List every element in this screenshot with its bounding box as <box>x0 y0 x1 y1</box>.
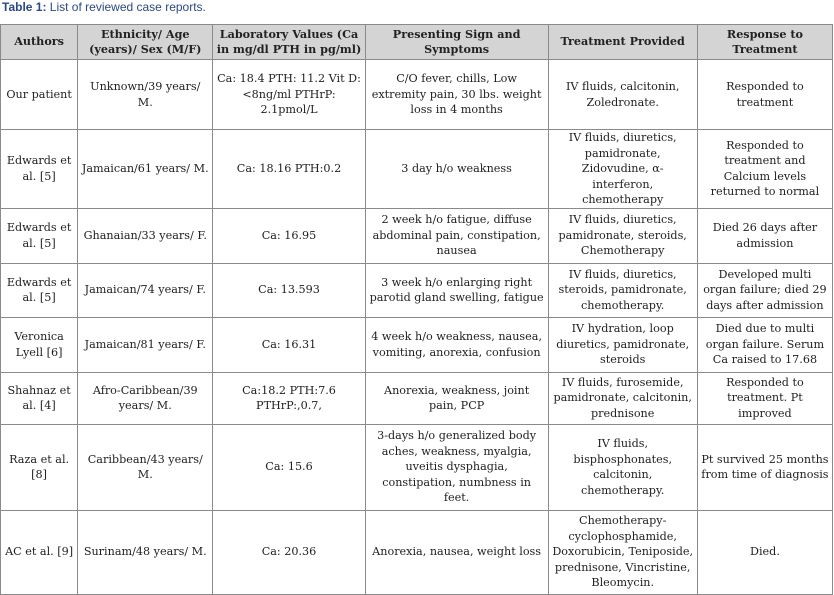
header-signs-symptoms: Presenting Sign and Symptoms <box>365 25 548 60</box>
cell-treatment: IV fluids, diuretics, pamidronate, Zidovudine, α-interferon, chemotherapy <box>548 130 697 209</box>
table-row <box>1 424 833 510</box>
cell-authors: Edwards et al. [5] <box>1 263 78 317</box>
cell-response: Responded to treatment. Pt improved <box>697 372 832 424</box>
cell-signs-symptoms: C/O fever, chills, Low extremity pain, 30 lbs. weight loss in 4 months <box>365 60 548 130</box>
cell-ethnicity: Jamaican/81 years/ F. <box>78 317 213 372</box>
cell-response: Pt survived 25 months from time of diagnosis <box>697 424 832 510</box>
table-row <box>1 60 833 130</box>
cell-response: Died 26 days after admission <box>697 208 832 263</box>
header-treatment: Treatment Provided <box>548 25 697 60</box>
cell-treatment: Chemotherapy- cyclophosphamide, Doxorubicin, Teniposide, prednisone, Vincristine, Bleomycin. <box>548 510 697 594</box>
cell-response: Died due to multi organ failure. Serum Ca raised to 17.68 <box>697 317 832 372</box>
table-row <box>1 263 833 317</box>
table-row <box>1 130 833 209</box>
cell-lab-values: Ca: 16.95 <box>213 208 365 263</box>
cell-lab-values: Ca: 13.593 <box>213 263 365 317</box>
cell-treatment: IV fluids, diuretics, steroids, pamidronate, chemotherapy. <box>548 263 697 317</box>
cell-lab-values: Ca: 16.31 <box>213 317 365 372</box>
cell-signs-symptoms: 2 week h/o fatigue, diffuse abdominal pain, constipation, nausea <box>365 208 548 263</box>
cell-authors: Edwards et al. [5] <box>1 208 78 263</box>
table-caption-label: Table 1: <box>2 0 47 14</box>
table-caption-text: List of reviewed case reports. <box>46 0 206 14</box>
cell-treatment: IV fluids, diuretics, pamidronate, steroids, Chemotherapy <box>548 208 697 263</box>
cell-ethnicity: Caribbean/43 years/ M. <box>78 424 213 510</box>
cell-ethnicity: Unknown/39 years/ M. <box>78 60 213 130</box>
header-response: Response to Treatment <box>697 25 832 60</box>
cell-lab-values: Ca: 15.6 <box>213 424 365 510</box>
cell-authors: Raza et al. [8] <box>1 424 78 510</box>
header-authors: Authors <box>1 25 78 60</box>
table-row <box>1 317 833 372</box>
cell-response: Responded to treatment and Calcium levels returned to normal <box>697 130 832 209</box>
table-row <box>1 510 833 594</box>
cell-authors: Shahnaz et al. [4] <box>1 372 78 424</box>
cell-ethnicity: Afro-Caribbean/39 years/ M. <box>78 372 213 424</box>
cell-treatment: IV hydration, loop diuretics, pamidronate, steroids <box>548 317 697 372</box>
cell-treatment: IV fluids, calcitonin, Zoledronate. <box>548 60 697 130</box>
cell-ethnicity: Surinam/48 years/ M. <box>78 510 213 594</box>
table-header-row <box>1 25 833 60</box>
cell-signs-symptoms: 4 week h/o weakness, nausea, vomiting, anorexia, confusion <box>365 317 548 372</box>
cell-authors: Edwards et al. [5] <box>1 130 78 209</box>
cell-ethnicity: Ghanaian/33 years/ F. <box>78 208 213 263</box>
cell-ethnicity: Jamaican/74 years/ F. <box>78 263 213 317</box>
cell-signs-symptoms: 3-days h/o generalized body aches, weakness, myalgia, uveitis dysphagia, constipation, numbness in feet. <box>365 424 548 510</box>
cell-authors: AC et al. [9] <box>1 510 78 594</box>
cell-signs-symptoms: 3 week h/o enlarging right parotid gland swelling, fatigue <box>365 263 548 317</box>
cell-signs-symptoms: Anorexia, nausea, weight loss <box>365 510 548 594</box>
cell-lab-values: Ca: 18.16 PTH:0.2 <box>213 130 365 209</box>
header-lab-values: Laboratory Values (Ca in mg/dl PTH in pg/ml) <box>213 25 365 60</box>
cell-ethnicity: Jamaican/61 years/ M. <box>78 130 213 209</box>
cell-treatment: IV fluids, furosemide, pamidronate, calcitonin, prednisone <box>548 372 697 424</box>
cell-signs-symptoms: 3 day h/o weakness <box>365 130 548 209</box>
cell-response: Died. <box>697 510 832 594</box>
case-reports-table <box>0 24 833 595</box>
cell-signs-symptoms: Anorexia, weakness, joint pain, PCP <box>365 372 548 424</box>
cell-lab-values: Ca:18.2 PTH:7.6 PTHrP:,0.7, <box>213 372 365 424</box>
cell-treatment: IV fluids, bisphosphonates, calcitonin, chemotherapy. <box>548 424 697 510</box>
cell-lab-values: Ca: 18.4 PTH: 11.2 Vit D: <8ng/ml PTHrP: 2.1pmol/L <box>213 60 365 130</box>
cell-response: Responded to treatment <box>697 60 832 130</box>
cell-authors: Our patient <box>1 60 78 130</box>
cell-lab-values: Ca: 20.36 <box>213 510 365 594</box>
cell-response: Developed multi organ failure; died 29 days after admission <box>697 263 832 317</box>
table-caption <box>2 0 206 14</box>
table-row <box>1 372 833 424</box>
table-row <box>1 208 833 263</box>
header-ethnicity: Ethnicity/ Age (years)/ Sex (M/F) <box>78 25 213 60</box>
cell-authors: Veronica Lyell [6] <box>1 317 78 372</box>
